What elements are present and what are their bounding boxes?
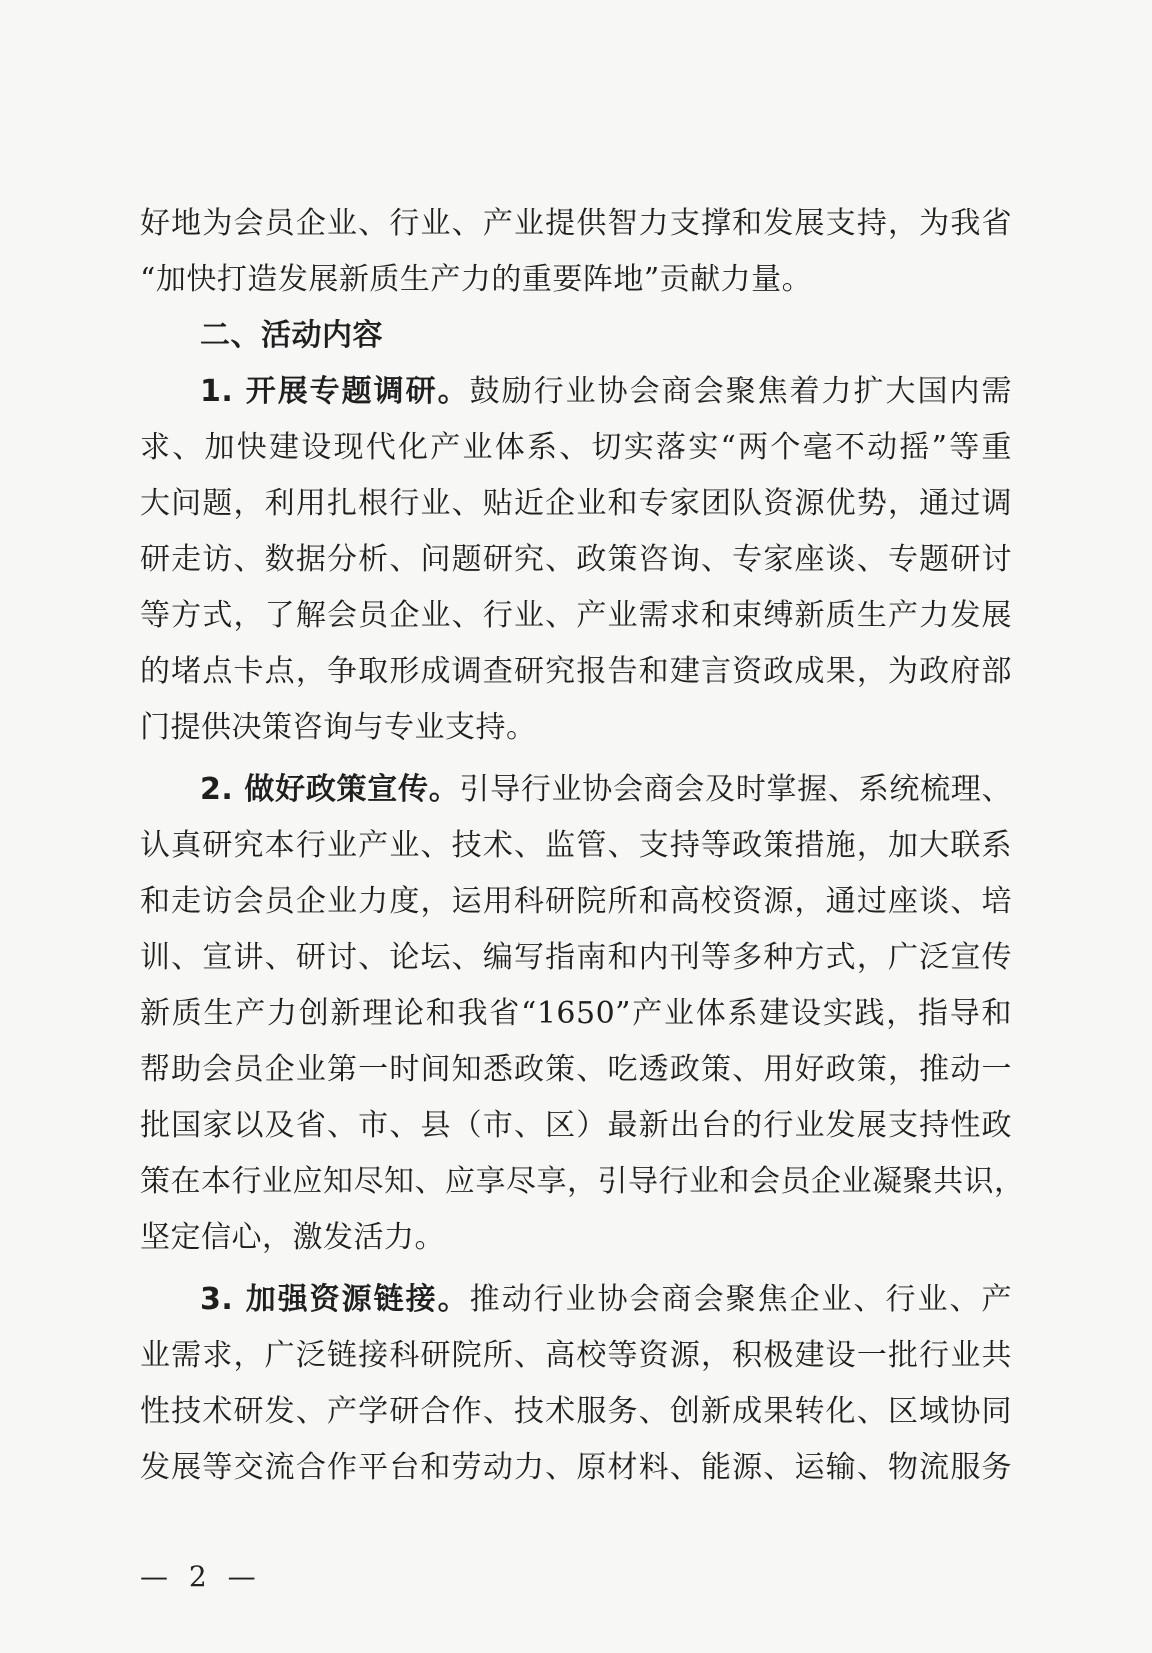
paragraph-line: 和走访会员企业力度，运用科研院所和高校资源，通过座谈、培 — [140, 884, 1012, 919]
paragraph-line: 性技术研发、产学研合作、技术服务、创新成果转化、区域协同 — [140, 1394, 1012, 1429]
intro-line: “加快打造发展新质生产力的重要阵地”贡献力量。 — [140, 262, 813, 297]
intro-line: 好地为会员企业、行业、产业提供智力支撑和发展支持，为我省 — [140, 206, 1012, 241]
paragraph-line: 发展等交流合作平台和劳动力、原材料、能源、运输、物流服务 — [140, 1450, 1012, 1485]
paragraph-item-2-first-line — [140, 762, 1012, 818]
paragraph-line: 业需求，广泛链接科研院所、高校等资源，积极建设一批行业共 — [140, 1338, 1012, 1373]
item-3-text: 推动行业协会商会聚焦企业、行业、产 — [469, 1282, 1013, 1317]
paragraph-line: 研走访、数据分析、问题研究、政策咨询、专家座谈、专题研讨 — [140, 542, 1012, 577]
section-heading: 二、活动内容 — [200, 318, 383, 353]
paragraph-line: 认真研究本行业产业、技术、监管、支持等政策措施，加大联系 — [140, 828, 1012, 863]
item-1-text: 鼓励行业协会商会聚焦着力扩大国内需 — [469, 374, 1013, 409]
paragraph-line: 策在本行业应知尽知、应享尽享，引导行业和会员企业凝聚共识， — [140, 1164, 1025, 1199]
item-2-text: 引导行业协会商会及时掌握、系统梳理、 — [459, 772, 1012, 807]
paragraph-line: 训、宣讲、研讨、论坛、编写指南和内刊等多种方式，广泛宣传 — [140, 940, 1012, 975]
paragraph-line: 等方式，了解会员企业、行业、产业需求和束缚新质生产力发展 — [140, 598, 1012, 633]
paragraph-line: 坚定信心，激发活力。 — [140, 1220, 445, 1255]
item-1-lead: 1. 开展专题调研。 — [200, 374, 470, 409]
paragraph-line: 帮助会员企业第一时间知悉政策、吃透政策、用好政策，推动一 — [140, 1052, 1012, 1087]
paragraph-line: 门提供决策咨询与专业支持。 — [140, 710, 537, 745]
paragraph-line: 批国家以及省、市、县（市、区）最新出台的行业发展支持性政 — [140, 1108, 1012, 1143]
item-3-lead: 3. 加强资源链接。 — [200, 1282, 470, 1317]
document-body — [140, 196, 1025, 1496]
paragraph-item-1-first-line — [140, 364, 1012, 420]
paragraph-line: 求、加快建设现代化产业体系、切实落实“两个毫不动摇”等重 — [140, 430, 1012, 465]
paragraph-line: 大问题，利用扎根行业、贴近企业和专家团队资源优势，通过调 — [140, 486, 1012, 521]
page-number: — 2 — — [140, 1560, 262, 1593]
paragraph-item-3-first-line — [140, 1272, 1012, 1328]
paragraph-line: 新质生产力创新理论和我省“1650”产业体系建设实践，指导和 — [140, 996, 1012, 1031]
item-2-lead: 2. 做好政策宣传。 — [200, 772, 460, 807]
paragraph-line: 的堵点卡点，争取形成调查研究报告和建言资政成果，为政府部 — [140, 654, 1012, 689]
